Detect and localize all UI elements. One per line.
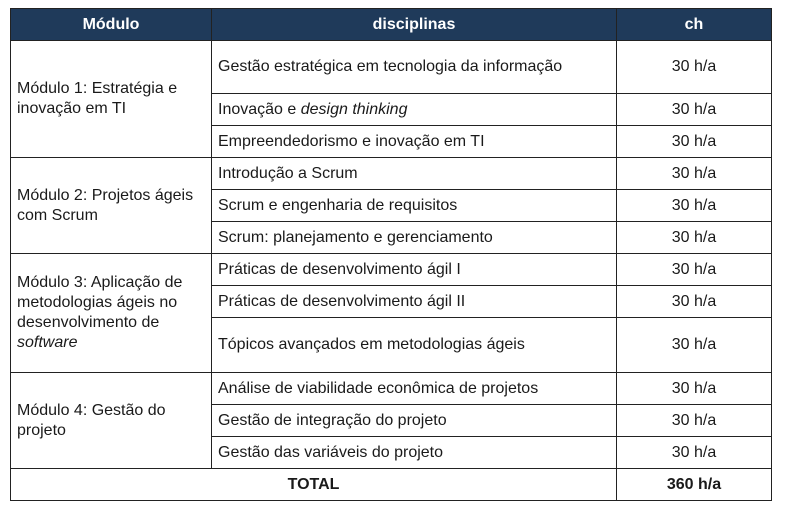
module-3-name [11, 254, 212, 373]
hours-cell: 30 h/a [617, 158, 772, 190]
module-1-name: Módulo 1: Estratégia e inovação em TI [11, 41, 212, 158]
hours-cell: 30 h/a [617, 437, 772, 469]
discipline-prefix: Inovação e [218, 100, 301, 118]
discipline-italic: design thinking [300, 100, 408, 118]
total-value: 360 h/a [617, 469, 772, 501]
discipline-cell: Gestão das variáveis do projeto [212, 437, 617, 469]
hours-cell: 30 h/a [617, 286, 772, 318]
table-row [11, 41, 772, 94]
discipline-cell: Práticas de desenvolvimento ágil I [212, 254, 617, 286]
discipline-cell: Gestão de integração do projeto [212, 405, 617, 437]
discipline-cell: Empreendedorismo e inovação em TI [212, 126, 617, 158]
module-3-italic: software [17, 334, 78, 351]
hours-cell: 30 h/a [617, 405, 772, 437]
module-4-name: Módulo 4: Gestão do projeto [11, 373, 212, 469]
total-label: TOTAL [11, 469, 617, 501]
hours-cell: 30 h/a [617, 373, 772, 405]
discipline-cell: Tópicos avançados em metodologias ágeis [212, 318, 617, 373]
table-row [11, 373, 772, 405]
discipline-cell: Gestão estratégica em tecnologia da informação [212, 41, 617, 94]
discipline-cell: Scrum e engenharia de requisitos [212, 190, 617, 222]
discipline-cell: Scrum: planejamento e gerenciamento [212, 222, 617, 254]
hours-cell: 30 h/a [617, 190, 772, 222]
curriculum-table [10, 8, 772, 501]
hours-cell: 30 h/a [617, 94, 772, 126]
table-row [11, 254, 772, 286]
discipline-cell: Introdução a Scrum [212, 158, 617, 190]
hours-cell: 30 h/a [617, 41, 772, 94]
hours-cell: 30 h/a [617, 222, 772, 254]
module-2-name: Módulo 2: Projetos ágeis com Scrum [11, 158, 212, 254]
header-row [11, 9, 772, 41]
module-3-prefix: Módulo 3: Aplicação de metodologias ágeis no desenvolvimento de [17, 274, 183, 331]
header-modulo: Módulo [11, 9, 212, 41]
discipline-cell [212, 94, 617, 126]
hours-cell: 30 h/a [617, 318, 772, 373]
hours-cell: 30 h/a [617, 254, 772, 286]
header-ch: ch [617, 9, 772, 41]
hours-cell: 30 h/a [617, 126, 772, 158]
table-row [11, 158, 772, 190]
total-row [11, 469, 772, 501]
header-disciplinas: disciplinas [212, 9, 617, 41]
discipline-cell: Análise de viabilidade econômica de projetos [212, 373, 617, 405]
discipline-cell: Práticas de desenvolvimento ágil II [212, 286, 617, 318]
